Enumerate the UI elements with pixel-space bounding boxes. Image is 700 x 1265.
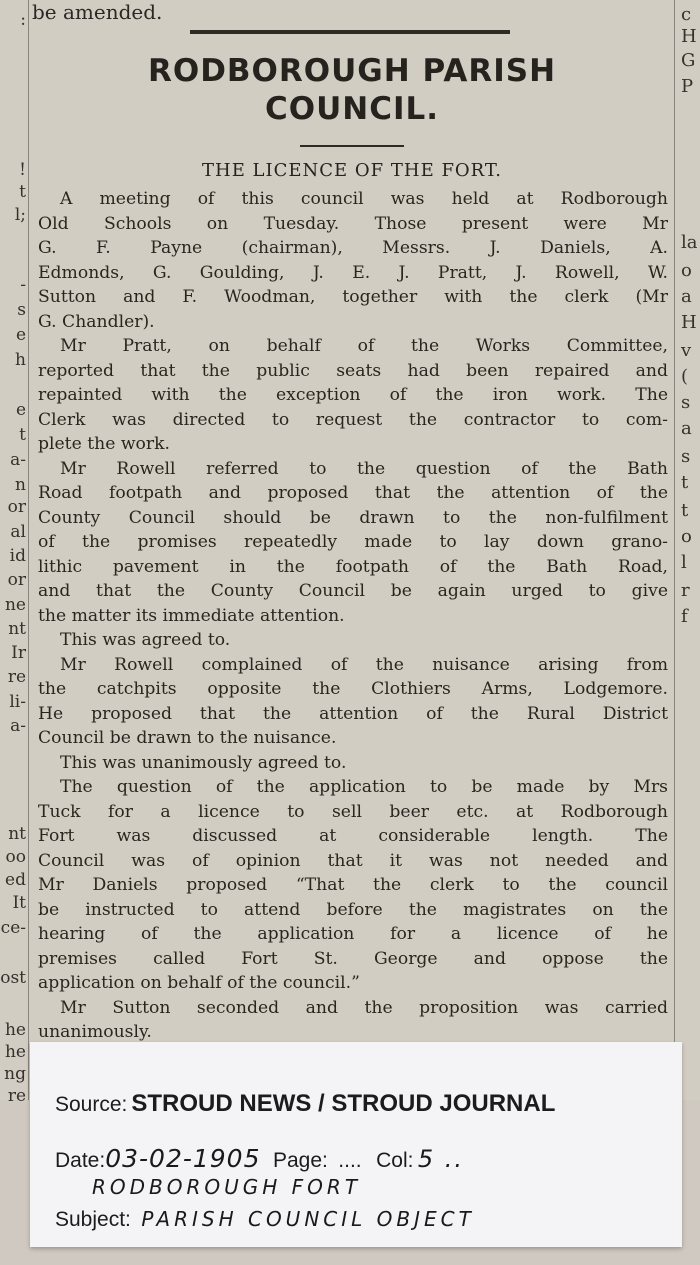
- left-margin-fragment: e: [15, 325, 26, 345]
- date-label: Date:: [55, 1149, 106, 1172]
- article-column: [32, 0, 672, 1040]
- left-margin-fragment: t: [19, 425, 26, 445]
- article-line: the matter its immediate attention.: [38, 605, 345, 626]
- left-adjacent-column: [0, 0, 29, 1106]
- right-margin-fragment: P: [681, 76, 694, 97]
- left-margin-fragment: li-: [9, 692, 26, 712]
- article-line: application on behalf of the council.”: [38, 973, 360, 993]
- article-line: This was unanimously agreed to.: [60, 752, 347, 773]
- source-value: STROUD NEWS / STROUD JOURNAL: [131, 1090, 556, 1117]
- headline-line-2: COUNCIL.: [264, 91, 440, 127]
- article-line: Council was of opinion that it was not needed and: [38, 850, 668, 871]
- right-margin-fragment: H: [681, 26, 697, 47]
- article-line: the catchpits opposite the Clothiers Arms, Lodgemore.: [38, 679, 668, 699]
- left-margin-fragment: id: [9, 546, 26, 566]
- article-line: premises called Fort St. George and oppose the: [38, 948, 668, 969]
- article-line: Tuck for a licence to sell beer etc. at Rodborough: [38, 801, 668, 822]
- right-margin-fragment: a: [681, 418, 692, 439]
- left-margin-fragment: or: [7, 497, 26, 517]
- date-value: 03-02-1905: [105, 1144, 261, 1173]
- headline-line-1: RODBOROUGH PARISH: [147, 53, 557, 89]
- page-value: ....: [338, 1149, 362, 1172]
- right-margin-fragment: r: [681, 580, 690, 601]
- headline-rule: [300, 145, 404, 147]
- right-margin-fragment: s: [681, 392, 691, 413]
- catalogue-card: [30, 1042, 682, 1247]
- article-line: Mr Rowell referred to the question of the Bath: [60, 458, 668, 479]
- right-margin-fragment: (: [681, 366, 689, 387]
- left-margin-fragment: nt: [8, 824, 26, 844]
- left-margin-fragment: al: [10, 522, 26, 542]
- right-margin-fragment: G: [681, 50, 696, 71]
- article-line: plete the work.: [38, 434, 170, 454]
- left-margin-fragment: oo: [5, 847, 26, 867]
- left-margin-fragment: !: [19, 160, 26, 180]
- right-margin-fragment: c: [681, 4, 692, 25]
- right-margin-fragment: v: [681, 340, 692, 361]
- subject-value-2: PARISH COUNCIL OBJECT: [141, 1207, 475, 1231]
- left-margin-fragment: a-: [10, 450, 26, 470]
- section-divider: [190, 30, 510, 34]
- source-label: Source:: [55, 1093, 128, 1116]
- article-line: Mr Rowell complained of the nuisance arising from: [60, 654, 668, 675]
- article-line: Old Schools on Tuesday. Those present were Mr: [38, 213, 668, 234]
- article-line: A meeting of this council was held at Rodborough: [60, 189, 668, 209]
- left-margin-fragment: re: [7, 1086, 26, 1106]
- article-line: Edmonds, G. Goulding, J. E. J. Pratt, J. Rowell, W.: [38, 262, 668, 283]
- article-line: be instructed to attend before the magistrates on the: [38, 899, 668, 920]
- left-margin-fragment: ed: [5, 870, 26, 890]
- article-line: Mr Daniels proposed “That the clerk to the council: [38, 875, 668, 895]
- article-line: Council be drawn to the nuisance.: [38, 728, 337, 748]
- article-line: The question of the application to be made by Mrs: [60, 777, 668, 797]
- date-row: [55, 1144, 464, 1173]
- right-adjacent-column: [674, 0, 700, 1100]
- previous-article-fragment: be amended.: [32, 0, 163, 24]
- left-margin-fragment: ne: [4, 595, 26, 615]
- right-margin-fragment: H: [681, 312, 697, 333]
- left-margin-fragment: l;: [14, 205, 26, 225]
- left-margin-fragment: he: [4, 1042, 26, 1062]
- left-margin-fragment: nt: [8, 619, 26, 639]
- right-margin-fragment: a: [681, 286, 692, 307]
- left-margin-fragment: he: [4, 1020, 26, 1040]
- left-margin-fragment: It: [12, 893, 26, 913]
- left-margin-fragment: ce-: [0, 918, 26, 938]
- left-margin-fragment: ost: [0, 968, 26, 988]
- left-margin-fragment: ng: [4, 1064, 26, 1084]
- page-label: Page:: [272, 1149, 328, 1172]
- subject-label: Subject:: [55, 1208, 131, 1231]
- article-line: Clerk was directed to request the contractor to com-: [38, 409, 668, 430]
- right-margin-fragment: o: [681, 526, 692, 547]
- subject-value-1: RODBOROUGH FORT: [92, 1175, 362, 1199]
- article-line: Mr Sutton seconded and the proposition was carried: [60, 997, 668, 1018]
- headline: [32, 52, 672, 128]
- right-margin-fragment: f: [681, 606, 688, 627]
- right-margin-fragment: la: [681, 232, 698, 253]
- article-line: This was agreed to.: [60, 630, 231, 650]
- left-margin-fragment: h: [15, 350, 26, 370]
- col-label: Col:: [376, 1149, 414, 1172]
- right-margin-fragment: t: [681, 500, 689, 521]
- subheading: THE LICENCE OF THE FORT.: [201, 160, 503, 181]
- subject-line-1: [92, 1175, 361, 1199]
- left-margin-fragment: e: [15, 400, 26, 420]
- left-margin-fragment: or: [7, 570, 26, 590]
- article-line: He proposed that the attention of the Rural District: [38, 703, 668, 724]
- article-body: [38, 187, 668, 1045]
- article-line: G. F. Payne (chairman), Messrs. J. Daniels, A.: [38, 238, 668, 258]
- left-margin-fragment: -: [20, 275, 26, 295]
- right-margin-fragment: o: [681, 260, 692, 281]
- article-line: reported that the public seats had been repaired and: [38, 360, 668, 381]
- article-line: Sutton and F. Woodman, together with the clerk (Mr: [38, 287, 668, 307]
- left-margin-fragment: Ir: [11, 643, 26, 663]
- left-margin-fragment: t: [19, 182, 26, 202]
- right-margin-fragment: l: [681, 552, 687, 573]
- subject-row: [55, 1207, 475, 1232]
- right-margin-fragment: s: [681, 446, 691, 467]
- article-line: Mr Pratt, on behalf of the Works Committee,: [60, 336, 668, 356]
- left-margin-fragment: a-: [10, 716, 26, 736]
- left-margin-fragment: s: [17, 300, 26, 320]
- col-value: 5 ..: [417, 1145, 465, 1173]
- article-line: of the promises repeatedly made to lay down grano-: [38, 532, 668, 552]
- article-line: Road footpath and proposed that the attention of the: [38, 483, 668, 503]
- article-line: G. Chandler).: [38, 311, 155, 332]
- source-row: [55, 1090, 555, 1118]
- article-line: hearing of the application for a licence of he: [38, 924, 668, 944]
- article-line: Fort was discussed at considerable length. The: [38, 826, 668, 846]
- article-line: repainted with the exception of the iron work. The: [38, 385, 668, 405]
- left-margin-fragment: re: [7, 667, 26, 687]
- right-margin-fragment: t: [681, 472, 689, 493]
- article-line: unanimously.: [38, 1022, 152, 1042]
- article-line: County Council should be drawn to the non-fulfilment: [38, 507, 668, 528]
- left-margin-fragment: n: [15, 475, 26, 495]
- left-margin-fragment: :: [20, 10, 26, 30]
- article-line: and that the County Council be again urged to give: [38, 581, 668, 601]
- article-line: lithic pavement in the footpath of the Bath Road,: [38, 556, 668, 577]
